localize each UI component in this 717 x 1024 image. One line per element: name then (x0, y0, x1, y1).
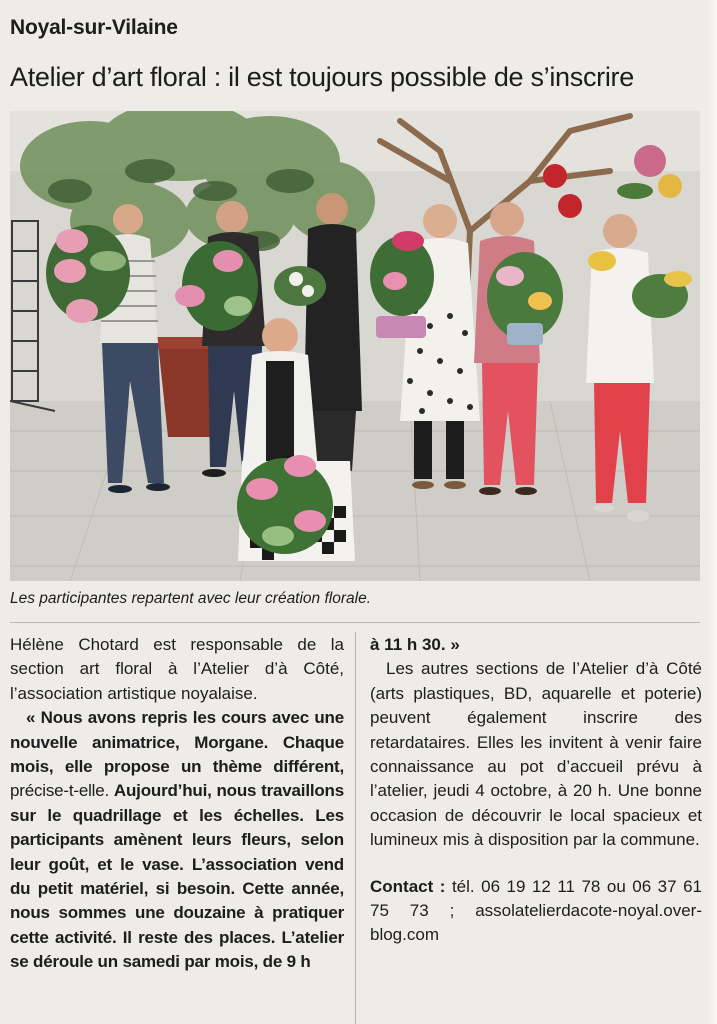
contact-paragraph (370, 875, 702, 948)
sections-paragraph: Les autres sections de l’Atelier d’à Côté (arts plastiques, BD, aquarelle et poterie) peuvent également inscrire des retardataires. Elles les invitent à venir faire connaissance au pot d’accueil prévu à l’atelier, jeudi 4 octobre, à 20 h. Une bonne occasion de découvrir le local spacieux et lumineux mis à disposition par la commune. (370, 659, 702, 850)
photo-caption: Les participantes repartent avec leur création florale. (10, 590, 372, 607)
quote-continuation: Aujourd’hui, nous travaillons sur le quadrillage et les échelles. Les participants amènent leurs fleurs, selon leur goût, et le vase. L’association vend du petit matériel, si besoin. Cette année, nous sommes une douzaine à pratiquer cette activité. Il reste des places. L’atelier se déroule un samedi par mois, de 9 h (10, 781, 344, 972)
paragraph-gap (370, 853, 702, 875)
page-edge (707, 0, 717, 1024)
article-column-2 (370, 633, 702, 948)
article-photo (10, 111, 700, 581)
quote-attribution: précise-t-elle. (10, 781, 110, 801)
contact-details: tél. 06 19 12 11 78 ou 06 37 61 75 73 ; assolatelierdacote-noyal.over-blog.com (370, 876, 702, 945)
quote-text: « Nous avons repris les cours avec une nouvelle animatrice, Morgane. Chaque mois, elle propose un thème différent, (10, 708, 344, 777)
article-headline: Atelier d’art floral : il est toujours possible de s’inscrire (10, 62, 634, 92)
article-column-1 (10, 633, 344, 975)
quote-ending: à 11 h 30. » (370, 635, 460, 654)
photo-illustration (10, 111, 700, 581)
quote-paragraph (10, 706, 344, 974)
intro-paragraph: Hélène Chotard est responsable de la section art floral à l’Atelier d’à Côté, l’association artistique noyalaise. (10, 635, 344, 703)
contact-label: Contact : (370, 876, 446, 896)
column-divider (355, 632, 356, 1024)
location-heading: Noyal-sur-Vilaine (10, 16, 178, 39)
caption-divider (10, 622, 700, 623)
